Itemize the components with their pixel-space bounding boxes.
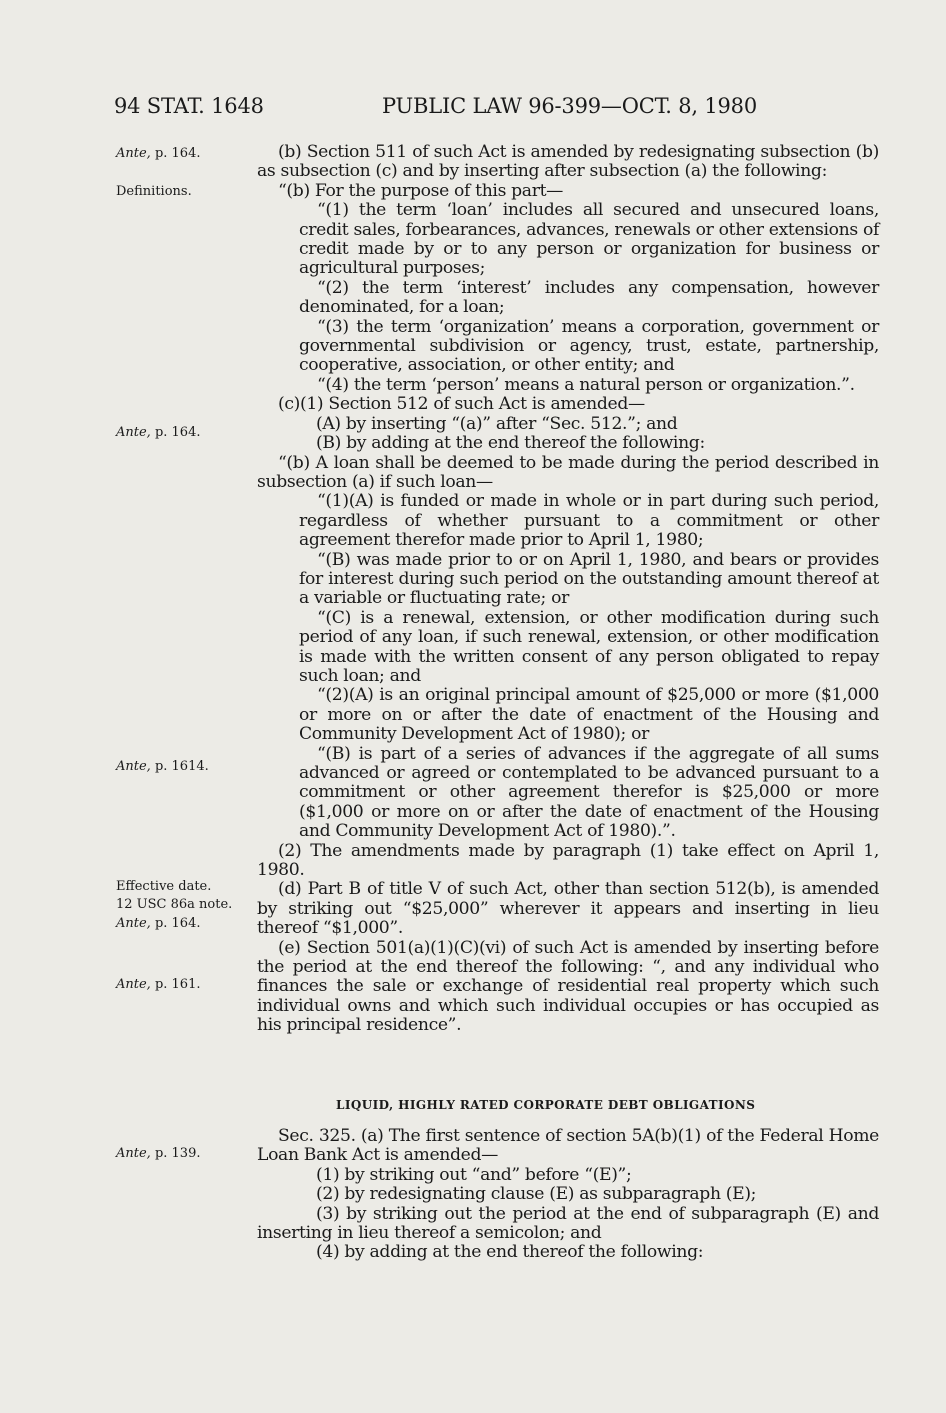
statute-text-block — [257, 143, 879, 1036]
paragraph: (e) Section 501(a)(1)(C)(vi) of such Act is amended by inserting before the period at the end thereof the following: “, and any individual who finances the sale or exchange of residential real property which such individual owns and which such individual occupies or has occupied as his principal residence”. — [257, 937, 879, 1036]
paragraph: (d) Part B of title V of such Act, other than section 512(b), is amended by striking out “$25,000” wherever it appears and inserting in lieu thereof “$1,000”. — [257, 879, 879, 939]
margin-note: Effective date. — [116, 879, 212, 894]
margin-note: Ante, p. 139. — [116, 1146, 201, 1161]
paragraph: “(1)(A) is funded or made in whole or in part during such period, regardless of whether pursuant to a commitment or other agreement therefor made prior to April 1, 1980; — [299, 491, 879, 551]
paragraph: (c)(1) Section 512 of such Act is amended— — [278, 394, 645, 415]
paragraph: “(3) the term ‘organization’ means a corporation, government or governmental subdivision or agency, trust, estate, partnership, cooperative, association, or other entity; and — [299, 316, 879, 376]
paragraph: “(b) A loan shall be deemed to be made during the period described in subsection (a) if such loan— — [257, 452, 879, 492]
statute-text-block — [257, 1127, 879, 1263]
paragraph: (A) by inserting “(a)” after “Sec. 512.”; and — [316, 413, 678, 434]
paragraph: “(4) the term ‘person’ means a natural person or organization.”. — [317, 374, 855, 395]
paragraph: (b) Section 511 of such Act is amended by redesignating subsection (b) as subsection (c) and by inserting after subsection (a) the following: — [257, 142, 879, 182]
paragraph: (B) by adding at the end thereof the following: — [316, 433, 705, 454]
paragraph: “(B) was made prior to or on April 1, 1980, and bears or provides for interest during such period on the outstanding amount thereof at a variable or fluctuating rate; or — [299, 549, 879, 609]
paragraph: “(2)(A) is an original principal amount of $25,000 or more ($1,000 or more on or after the date of enactment of the Housing and Community Development Act of 1980); or — [299, 685, 879, 745]
margin-note: Ante, p. 161. — [116, 977, 201, 992]
page-header — [114, 94, 828, 126]
paragraph: (2) The amendments made by paragraph (1) take effect on April 1, 1980. — [257, 840, 879, 881]
paragraph: “(2) the term ‘interest’ includes any compensation, however denominated, for a loan; — [299, 277, 879, 318]
paragraph: (1) by striking out “and” before “(E)”; — [316, 1164, 632, 1185]
paragraph: (2) by redesignating clause (E) as subparagraph (E); — [316, 1184, 757, 1205]
paragraph: “(C) is a renewal, extension, or other modification during such period of any loan, if such renewal, extension, or other modification is made with the written consent of any person obligated to repay such loan; and — [299, 607, 879, 686]
margin-note: Ante, p. 164. — [116, 425, 201, 440]
margin-note: Ante, p. 1614. — [116, 759, 209, 774]
paragraph: Sec. 325. (a) The first sentence of section 5A(b)(1) of the Federal Home Loan Bank Act is amended— — [257, 1126, 879, 1166]
paragraph: “(b) For the purpose of this part— — [278, 180, 563, 201]
paragraph: “(1) the term ‘loan’ includes all secured and unsecured loans, credit sales, forbearances, advances, renewals or other extensions of credit made by or to any person or organization for business or agricultural purposes; — [299, 200, 879, 279]
paragraph: (4) by adding at the end thereof the following: — [316, 1242, 704, 1263]
margin-note: Ante, p. 164. — [116, 916, 201, 931]
paragraph: (3) by striking out the period at the end of subparagraph (E) and inserting in lieu thereof a semicolon; and — [257, 1203, 879, 1244]
statute-citation: 94 STAT. 1648 — [114, 94, 264, 118]
paragraph: “(B) is part of a series of advances if the aggregate of all sums advanced or agreed or contemplated to be advanced pursuant to a commitment or other agreement therefor is $25,000 or more ($1,000 or more on or after the date of enactment of the Housing and Community Development Act of 1980).”. — [299, 743, 879, 842]
margin-note: Definitions. — [116, 184, 192, 199]
margin-note: Ante, p. 164. — [116, 146, 201, 161]
public-law-title: PUBLIC LAW 96-399—OCT. 8, 1980 — [382, 94, 758, 118]
margin-note: 12 USC 86a note. — [116, 897, 233, 912]
section-heading: LIQUID, HIGHLY RATED CORPORATE DEBT OBLIGATIONS — [336, 1098, 756, 1112]
